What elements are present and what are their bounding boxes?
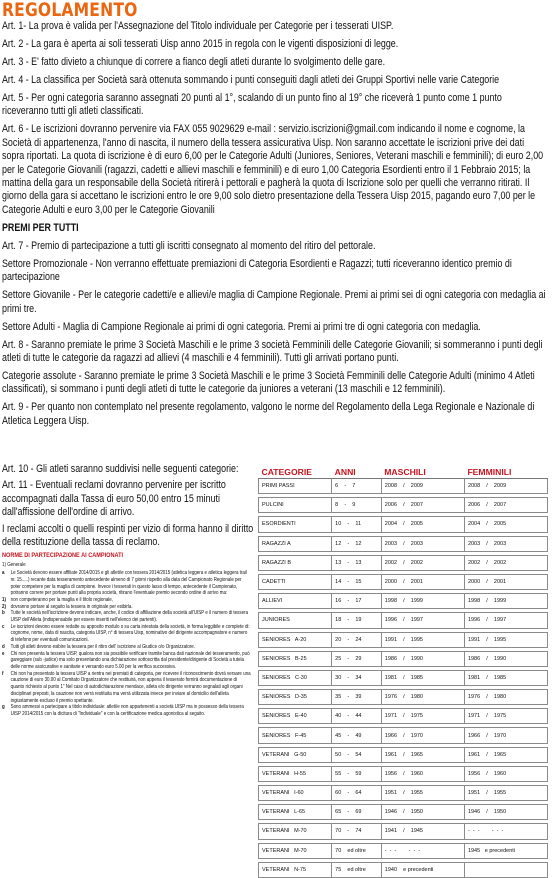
- cell-femminili: 1946 / 1950: [464, 805, 547, 820]
- cell-femminili: 1991 / 1995: [464, 632, 547, 647]
- cell-maschili: 2008 / 2009: [381, 479, 464, 494]
- table-row: [259, 747, 548, 762]
- list-item-marker: 1): [2, 596, 6, 603]
- cell-maschili: 1956 / 1960: [381, 766, 464, 781]
- cell-anni: 50 - 54: [332, 747, 382, 762]
- list-item-marker: f: [2, 670, 4, 677]
- settore-adulti: Settore Adulti - Maglia di Campione Regionale ai primi di ogni categoria. Premi ai primi tre di ogni categoria con medaglia.: [2, 320, 481, 333]
- cell-anni: 8 - 9: [332, 498, 382, 513]
- cell-categoria: RAGAZZI A: [259, 536, 332, 551]
- cell-anni: 10 - 11: [332, 517, 382, 532]
- header-categorie: CATEGORIE: [259, 466, 332, 479]
- page-title: REGOLAMENTO: [2, 0, 138, 21]
- regulation-page: [0, 0, 553, 433]
- categorie-assolute: Categorie assolute - Saranno premiate le prime 3 Società Maschili e le prime 3 Società Femminili delle Categorie Adulti (minimo 4 Atleti classificati), si sommano i punti degli atleti di tutte le categorie da juniores a veterani (13 maschili e 12 femminili).: [2, 370, 535, 396]
- article-2: Art. 2 - La gara è aperta ai soli tesserati Uisp anno 2015 in regola con le vigenti disposizioni di legge.: [2, 38, 399, 50]
- table-row: [259, 574, 548, 589]
- cell-categoria: SENIORES B-25: [259, 651, 332, 666]
- cell-anni: 75 ed oltre: [332, 862, 382, 877]
- cell-femminili: 1966 / 1970: [464, 728, 547, 743]
- cell-femminili: 1945 e precedenti: [464, 843, 547, 858]
- header-femminili: FEMMINILI: [464, 466, 547, 479]
- table-row: [259, 843, 548, 858]
- cell-femminili: 2008 / 2009: [464, 479, 547, 494]
- cell-categoria: SENIORES C-30: [259, 670, 332, 685]
- cell-maschili: 1941 / 1945: [381, 824, 464, 839]
- cell-maschili: 1951 / 1955: [381, 786, 464, 801]
- left-column: [2, 463, 257, 718]
- cell-anni: 13 - 13: [332, 555, 382, 570]
- cell-maschili: - - - - - -: [381, 843, 464, 858]
- article-4: Art. 4 - La classifica per Società sarà ottenuta sommando i punti conseguiti dagli atleti dei Gruppi Sportivi nelle varie Categorie: [2, 74, 500, 86]
- cell-anni: 12 - 12: [332, 536, 382, 551]
- cell-categoria: SENIORES D-35: [259, 690, 332, 705]
- settore-giovanile: Settore Giovanile - Per le categorie cadetti/e e allievi/e maglia di Campione Regionale. Premi ai primi sei di ogni categoria con medaglia ai primi tre.: [2, 289, 546, 315]
- cell-anni: 20 - 24: [332, 632, 382, 647]
- list-item: [2, 671, 251, 705]
- article-1: Art. 1- La prova è valida per l'Assegnazione del Titolo individuale per Categorie per i tesserati UISP.: [2, 20, 394, 32]
- list-item: [2, 597, 251, 604]
- list-item-marker: c: [2, 623, 5, 630]
- cell-femminili: 1961 / 1965: [464, 747, 547, 762]
- cell-categoria: SENIORES F-45: [259, 728, 332, 743]
- table-row: [259, 555, 548, 570]
- article-5: Art. 5 - Per ogni categoria saranno assegnati 20 punti al 1°, scalando di un punto fino al 19° che riceverà 1 punto come 1 punto riceveranno tutti gli atleti classificati.: [2, 92, 502, 118]
- cell-femminili: 2003 / 2003: [464, 536, 547, 551]
- table-row: [259, 479, 548, 494]
- cell-categoria: CADETTI: [259, 574, 332, 589]
- article-9: Art. 9 - Per quanto non contemplato nel presente regolamento, valgono le norme del Regolamento della Lega Regionale e Nazionale di Atletica Leggera Uisp.: [2, 401, 535, 427]
- cell-femminili: [464, 862, 547, 877]
- table-row: [259, 862, 548, 877]
- table-row: [259, 613, 548, 628]
- table-row: [259, 786, 548, 801]
- cell-anni: 70 ed oltre: [332, 843, 382, 858]
- cell-anni: 25 - 29: [332, 651, 382, 666]
- cell-anni: 60 - 64: [332, 786, 382, 801]
- cell-maschili: 1971 / 1975: [381, 709, 464, 724]
- cell-anni: 45 - 49: [332, 728, 382, 743]
- cell-categoria: PULCINI: [259, 498, 332, 513]
- list-item-marker: 2): [2, 603, 6, 610]
- list-item-text: Le iscrizioni devono essere redatte su apposito modulo o su carta intestata della società, in forma leggibile e complete di: cognome, nome, data di nascita, categoria UISP, n° di tessera Uisp, nominativo del dirigente accompagnatore e numero di telefono per eventuali comunicazioni.: [10, 623, 250, 644]
- list-item: [2, 604, 251, 611]
- table-row: [259, 536, 548, 551]
- cell-femminili: 1981 / 1985: [464, 670, 547, 685]
- cell-maschili: 2002 / 2002: [381, 555, 464, 570]
- norme-list: [2, 562, 251, 717]
- cell-categoria: SENIORES A-20: [259, 632, 332, 647]
- settore-promozionale: Settore Promozionale - Non verranno effettuate premiazioni di Categoria Esordienti e Ragazzi; tutti riceveranno identico premio di partecipazione: [2, 257, 512, 284]
- cell-anni: 55 - 59: [332, 766, 382, 781]
- cell-anni: 30 - 34: [332, 670, 382, 685]
- header-maschili: MASCHILI: [381, 466, 464, 479]
- table-row: [259, 805, 548, 820]
- cell-femminili: 1951 / 1955: [464, 786, 547, 801]
- cell-anni: 14 - 15: [332, 574, 382, 589]
- table-row: [259, 670, 548, 685]
- cell-maschili: 1986 / 1990: [381, 651, 464, 666]
- cell-categoria: SENIORES E-40: [259, 709, 332, 724]
- list-item-marker: g: [2, 704, 5, 711]
- norme-title: NORME DI PARTECIPAZIONE AI CAMPIONATI: [2, 552, 124, 560]
- list-item-text: Le Società devono essere affiliate 2014/2015 e gli atleti/e con tessera 2014/2015 (atletica leggera e atletica leggera trail nr. 15.....) recante data tesseramento antecedente almeno di 7 giorni rispetto alla data del Campionato Regionale per poter competere per la maglia di campione. Invece i tesserati in questo lasso di tempo, antecedente il Campionato, potranno correre per portare punti alla propria società, ritirano l'eventuale premio secondo ordine di arrivo ma:: [10, 570, 247, 597]
- cell-anni: 16 - 17: [332, 594, 382, 609]
- cell-maschili: 1981 / 1985: [381, 670, 464, 685]
- list-item: [2, 570, 251, 597]
- cell-femminili: 1986 / 1990: [464, 651, 547, 666]
- cell-categoria: ESORDIENTI: [259, 517, 332, 532]
- list-item-text: non competeranno per la maglia e il titolo regionale,: [10, 596, 114, 603]
- cell-categoria: VETERANI M-70: [259, 824, 332, 839]
- header-anni: ANNI: [332, 466, 382, 479]
- cell-maschili: 2003 / 2003: [381, 536, 464, 551]
- article-11: Art. 11 - Eventuali reclami dovranno pervenire per iscritto accompagnati dalla Tassa di euro 50,00 entro 15 minuti dall'affissione dell'ordine di arrivo.: [2, 479, 226, 519]
- premi-heading: PREMI PER TUTTI: [2, 221, 79, 234]
- table-row: [259, 824, 548, 839]
- cell-maschili: 1966 / 1970: [381, 728, 464, 743]
- table-row: [259, 728, 548, 743]
- cell-categoria: JUNIORES: [259, 613, 332, 628]
- cell-femminili: 1971 / 1975: [464, 709, 547, 724]
- list-item: [2, 704, 251, 717]
- cell-categoria: VETERANI N-75: [259, 862, 332, 877]
- list-item-text: Chi non presenta la tessera UISP, qualora non sia possibile verificare tramite banca dati nazionale del tesseramento, può gareggiare (sub -judice) ma solo presentando una dichiarazione sottoscritta dal presidente/dirigente di Società a tutela delle norme assicurative e sanitarie e versando euro 5.00 per la verifica successiva.: [10, 650, 250, 670]
- list-item: [2, 624, 251, 644]
- list-item-text: Tutte le società nell'iscrizione devono indicare, anche, il codice di affiliazione della società all'UISP e il numero di tessera UISP dell'Atleta (indispensabile per essere inseriti nell'elenco dei partenti).: [10, 610, 249, 624]
- table-row: [259, 498, 548, 513]
- cell-categoria: VETERANI G-50: [259, 747, 332, 762]
- cell-maschili: 2004 / 2005: [381, 517, 464, 532]
- cell-maschili: 2006 / 2007: [381, 498, 464, 513]
- cell-maschili: 1998 / 1999: [381, 594, 464, 609]
- cell-maschili: 2000 / 2001: [381, 574, 464, 589]
- table-row: [259, 594, 548, 609]
- cell-femminili: 2006 / 2007: [464, 498, 547, 513]
- list-item: [2, 610, 251, 623]
- article-7: Art. 7 - Premio di partecipazione a tutti gli iscritti consegnato al momento del ritiro del pettorale.: [2, 239, 376, 252]
- cell-categoria: RAGAZZI B: [259, 555, 332, 570]
- cell-categoria: ALLIEVI: [259, 594, 332, 609]
- cell-maschili: 1946 / 1950: [381, 805, 464, 820]
- article-8: Art. 8 - Saranno premiate le prime 3 Società Maschili e le prime 3 società Femminili delle Categorie Giovanili; si sommeranno i punti degli atleti di tutte le categorie da ragazzi ad allievi (4 maschili e 4 femminili). Tutti gli arrivati portano punti.: [2, 338, 543, 365]
- generale-label: 1) Generale: [2, 562, 26, 569]
- cell-femminili: - - - - - -: [464, 824, 547, 839]
- cell-femminili: 1998 / 1999: [464, 594, 547, 609]
- list-item-text: Sono ammessi a partecipare a titolo individuale: atleti/e non appartenenti a società UISP ma in possesso della tessera UISP 2014/2015 con la dicitura di "Individuale" e con la certificazione medica agonistica al seguito.: [10, 704, 244, 717]
- cell-maschili: 1991 / 1995: [381, 632, 464, 647]
- cell-anni: 70 - 74: [332, 824, 382, 839]
- list-item-text: Chi non ha presentato la tessera UISP a rientra nei premiati di categoria, per ricevere il riconoscimento dovrà versare una cauzione di euro 30.00 al Comitato Organizzatore che restituirà, non appena il tesserato fornirà documentazione di quanto richiesto al punto 1" Nel caso di autodichiarazione mendace, atleta e/o dirigente verranno segnalati agli organi disciplinari preposti, la cauzione non verrà restituita ma verrà utilizzata invece per inviare al domicilio dell'atleta ingiustamente escluso il premio spettante.: [10, 670, 251, 704]
- table-row: [259, 517, 548, 532]
- cell-categoria: PRIMI PASSI: [259, 479, 332, 494]
- cell-maschili: 1961 / 1965: [381, 747, 464, 762]
- cell-categoria: VETERANI I-60: [259, 786, 332, 801]
- article-6: Art. 6 - Le iscrizioni dovranno pervenire via FAX 055 9029629 e-mail : servizio.iscrizioni@gmail.com indicando il nome e cognome, la Società di appartenenza, l'anno di nascita, il numero della tessera assicurativa Uisp. Non saranno accettate le iscrizioni prive dei dati sopra riportati. La quota di iscrizione è di euro 6,00 per le Categorie Adulti (Juniores, Seniores, Veterani maschili e femminili); di euro 2,00 per le Categorie Giovanili (ragazzi, cadetti e allievi maschili e femminili) e di euro 1,00 Categoria Esordienti entro il 1 Febbraio 2015; la mattina della gara un responsabile della Società ritirerà i pettorali e pagherà la quota di Iscrizione solo per quelli che verranno ritirati. Il giorno della gara si accettano le iscrizioni entro le ore 9,00 solo dietro presentazione della Tessera Uisp 2015, pagando euro 7,00 per le Categorie Adulti e euro 3,00 per le Categorie Giovanili: [2, 123, 544, 216]
- cell-categoria: VETERANI L-65: [259, 805, 332, 820]
- cell-anni: 65 - 69: [332, 805, 382, 820]
- cell-maschili: 1940 e precedenti: [381, 862, 464, 877]
- list-item: [2, 651, 251, 671]
- table-row: [259, 766, 548, 781]
- article-11-reclami: I reclami accolti o quelli respinti per vizio di forma hanno il diritto della restituzione della tassa di reclamo.: [2, 522, 254, 549]
- cell-maschili: 1976 / 1980: [381, 690, 464, 705]
- list-item: [2, 644, 251, 651]
- cell-femminili: 1976 / 1980: [464, 690, 547, 705]
- cell-femminili: 1996 / 1997: [464, 613, 547, 628]
- categories-table: [258, 466, 548, 878]
- article-10: Art. 10 - Gli atleti saranno suddivisi nelle seguenti categorie:: [2, 463, 239, 475]
- cell-femminili: 2002 / 2002: [464, 555, 547, 570]
- cell-anni: 35 - 39: [332, 690, 382, 705]
- list-item-text: Tutti gli atleti devono esibire la tessera per il ritiro dell' iscrizione al Giudice o/o Organizzatore.: [10, 643, 196, 650]
- list-item-marker: a: [2, 570, 5, 577]
- table-row: [259, 690, 548, 705]
- article-3: Art. 3 - E' fatto divieto a chiunque di correre a fianco degli atleti durante lo svolgimento delle gare.: [2, 56, 386, 68]
- cell-categoria: VETERANI H-55: [259, 766, 332, 781]
- list-item-marker: d: [2, 643, 5, 650]
- cell-anni: 18 - 19: [332, 613, 382, 628]
- table-row: [259, 651, 548, 666]
- cell-anni: 6 - 7: [332, 479, 382, 494]
- cell-femminili: 1956 / 1960: [464, 766, 547, 781]
- list-item-marker: b: [2, 610, 5, 617]
- list-item-text: dovranno portare al seguito la tessera in originale per esibirla.: [10, 603, 133, 610]
- cell-femminili: 2000 / 2001: [464, 574, 547, 589]
- table-row: [259, 709, 548, 724]
- list-item-marker: e: [2, 650, 5, 657]
- cell-maschili: 1996 / 1997: [381, 613, 464, 628]
- cell-categoria: VETERANI M-70: [259, 843, 332, 858]
- table-row: [259, 632, 548, 647]
- cell-anni: 40 - 44: [332, 709, 382, 724]
- cell-femminili: 2004 / 2005: [464, 517, 547, 532]
